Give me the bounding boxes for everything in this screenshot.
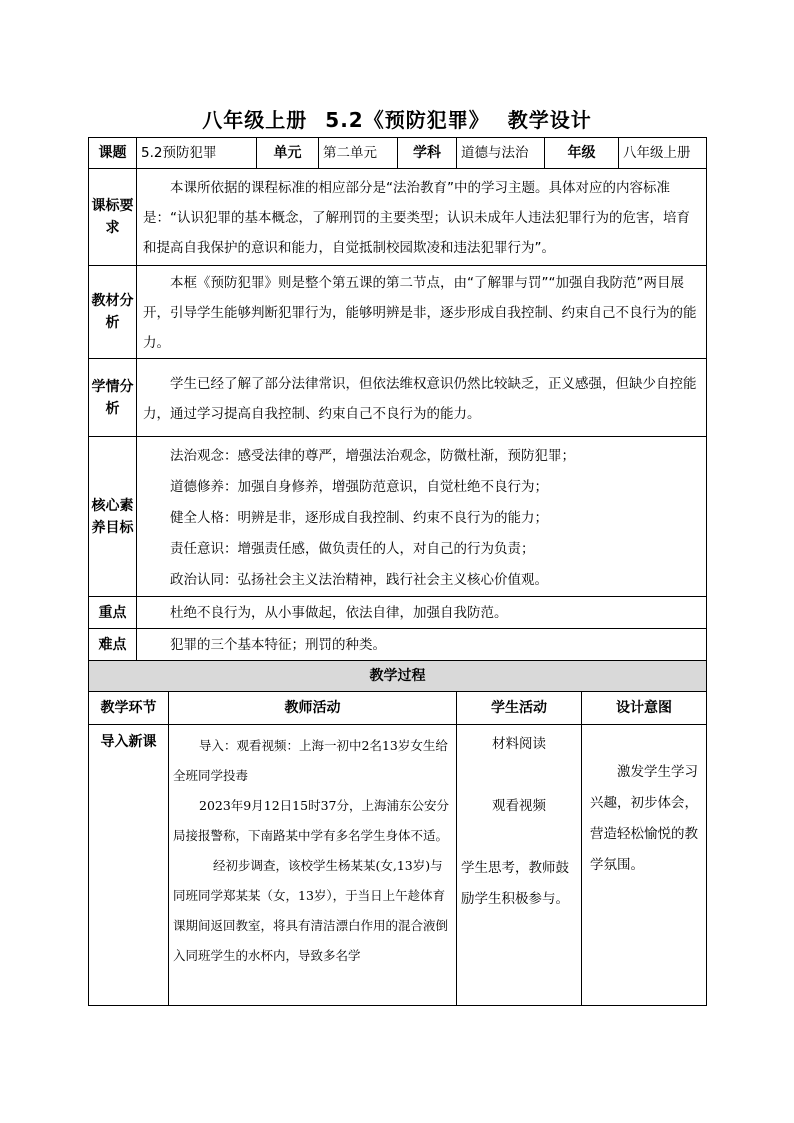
stage-label: 导入新课 xyxy=(89,725,169,1006)
student-item: 观看视频 xyxy=(492,798,547,814)
difficulty-label: 难点 xyxy=(89,629,137,661)
material-label: 教材分析 xyxy=(89,266,137,359)
subject-label: 学科 xyxy=(398,138,457,169)
unit-label: 单元 xyxy=(257,138,319,169)
material-text: 本框《预防犯罪》则是整个第五课的第二节点，由“了解罪与罚”“加强自我防范”两目展开，引导学生能够判断犯罪行为，能够明辨是非，逐步形成自我控制、约束自己不良行为的能力。 xyxy=(137,266,707,359)
core-item-law: 法治观念：感受法律的尊严，增强法治观念，防微杜渐，预防犯罪； xyxy=(170,448,575,464)
key-point-row xyxy=(89,597,707,629)
student-item: 学生思考，教师鼓励学生积极参与。 xyxy=(461,860,570,907)
learner-text: 学生已经了解了部分法律常识，但依法维权意识仍然比较缺乏，正义感强，但缺少自控能力，通过学习提高自我控制、约束自己不良行为的能力。 xyxy=(137,359,707,437)
topic-value: 5.2预防犯罪 xyxy=(137,138,257,169)
process-header-row xyxy=(89,692,707,725)
grade-label: 年级 xyxy=(545,138,619,169)
title-grade: 八年级上册 xyxy=(202,108,308,132)
standard-row xyxy=(89,169,707,266)
title-kind: 教学设计 xyxy=(507,108,592,132)
standard-label: 课标要求 xyxy=(89,169,137,266)
lesson-plan-table xyxy=(88,137,707,1006)
core-label: 核心素养目标 xyxy=(89,437,137,597)
learner-label: 学情分析 xyxy=(89,359,137,437)
process-band xyxy=(89,661,707,692)
core-item-morality: 道德修养：加强自身修养，增强防范意识，自觉杜绝不良行为； xyxy=(170,479,548,495)
material-row xyxy=(89,266,707,359)
core-item-responsibility: 责任意识：增强责任感，做负责任的人，对自己的行为负责； xyxy=(170,541,535,557)
teacher-paragraph: 经初步调查，该校学生杨某某(女,13岁)与同班同学郑某某（女，13岁），于当日上午趁体育课期间返回教室，将具有清洁漂白作用的混合液倒入同班学生的水杯内，导致多名学 xyxy=(173,858,449,963)
student-activity xyxy=(457,725,582,1006)
teacher-paragraph: 2023年9月12日15时37分，上海浦东公安分局接报警称，下南路某中学有多名学生身体不适。 xyxy=(173,798,449,843)
intro-row xyxy=(89,725,707,1006)
student-item: 材料阅读 xyxy=(492,736,547,752)
learner-row xyxy=(89,359,707,437)
grade-value: 八年级上册 xyxy=(619,138,707,169)
header-intent: 设计意图 xyxy=(582,692,707,725)
standard-text: 本课所依据的课程标准的相应部分是“法治教育”中的学习主题。具体对应的内容标准是：“认识犯罪的基本概念，了解刑罚的主要类型；认识未成年人违法犯罪行为的危害，培育和提高自我保护的意识和能力，自觉抵制校园欺凌和违法犯罪行为”。 xyxy=(137,169,707,266)
topic-label: 课题 xyxy=(89,138,137,169)
header-stage: 教学环节 xyxy=(89,692,169,725)
title-lesson: 5.2《预防犯罪》 xyxy=(325,108,490,132)
intent-text: 激发学生学习兴趣，初步体会，营造轻松愉悦的教学氛围。 xyxy=(590,764,699,873)
core-row xyxy=(89,437,707,597)
difficulty-text: 犯罪的三个基本特征；刑罚的种类。 xyxy=(137,629,707,661)
teacher-paragraph: 导入：观看视频：上海一初中2名13岁女生给全班同学投毒 xyxy=(173,738,448,783)
info-row xyxy=(89,138,707,169)
key-point-label: 重点 xyxy=(89,597,137,629)
header-student: 学生活动 xyxy=(457,692,582,725)
key-point-text: 杜绝不良行为，从小事做起，依法自律，加强自我防范。 xyxy=(137,597,707,629)
difficulty-row xyxy=(89,629,707,661)
core-item-personality: 健全人格：明辨是非，逐形成自我控制、约束不良行为的能力； xyxy=(170,510,548,526)
subject-value: 道德与法治 xyxy=(457,138,545,169)
core-item-politics: 政治认同：弘扬社会主义法治精神，践行社会主义核心价值观。 xyxy=(170,572,548,588)
process-band-title: 教学过程 xyxy=(89,661,707,692)
document-title xyxy=(0,104,794,133)
design-intent xyxy=(582,725,707,1006)
teacher-activity xyxy=(169,725,457,1006)
core-list xyxy=(137,437,707,597)
header-teacher: 教师活动 xyxy=(169,692,457,725)
unit-value: 第二单元 xyxy=(319,138,398,169)
